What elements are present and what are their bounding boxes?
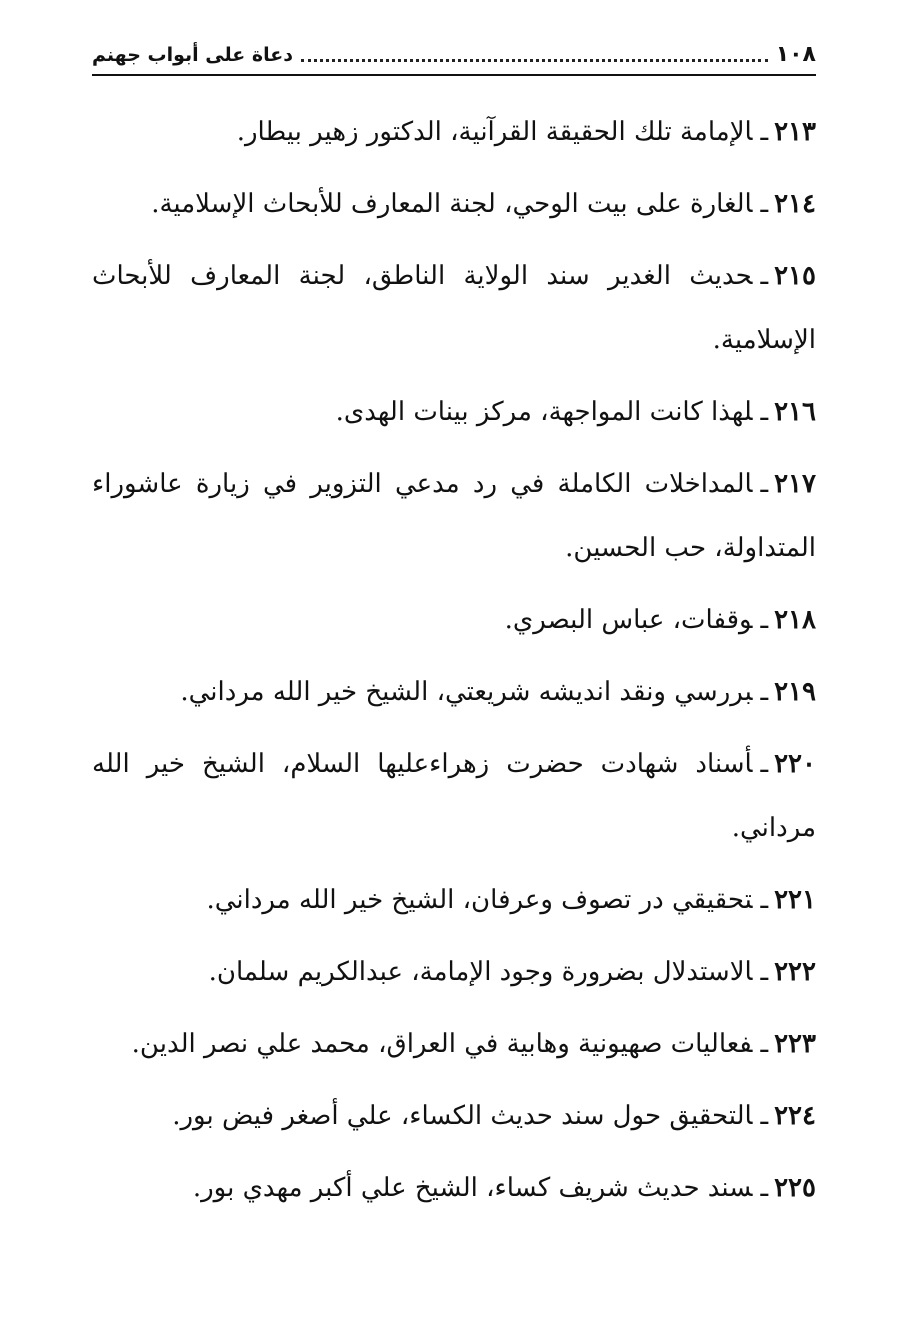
list-item (92, 100, 816, 164)
list-item (92, 452, 816, 580)
page-number: ١٠٨ (775, 42, 816, 67)
entry-separator: ـ (760, 605, 769, 635)
list-item (92, 732, 816, 860)
entry-text: حديث الغدير سند الولاية الناطق، لجنة المعارف للأبحاث الإسلامية. (92, 261, 816, 355)
entry-text: أسناد شهادت حضرت زهراءعليها السلام، الشيخ خير الله مرداني. (92, 749, 816, 843)
entry-separator: ـ (760, 1173, 769, 1203)
entry-number: ٢٢٢ (774, 957, 816, 987)
entry-separator: ـ (760, 117, 769, 147)
entry-number: ٢٢٠ (774, 749, 816, 779)
list-item (92, 588, 816, 652)
list-item (92, 660, 816, 724)
entry-number: ٢١٥ (774, 261, 816, 291)
entry-text: تحقيقي در تصوف وعرفان، الشيخ خير الله مرداني. (206, 885, 753, 915)
entry-separator: ـ (760, 957, 769, 987)
entry-number: ٢١٣ (774, 117, 816, 147)
header-dot-leader (301, 59, 768, 62)
entry-text: لهذا كانت المواجهة، مركز بينات الهدى. (335, 397, 753, 427)
entry-text: التحقيق حول سند حديث الكساء، علي أصغر فيض بور. (172, 1101, 753, 1131)
list-item (92, 868, 816, 932)
page-header (92, 30, 816, 70)
entry-number: ٢١٦ (774, 397, 816, 427)
list-item (92, 1084, 816, 1148)
entry-number: ٢٢١ (774, 885, 816, 915)
entry-text: الإمامة تلك الحقيقة القرآنية، الدكتور زهير بيطار. (236, 117, 753, 147)
entry-number: ٢٢٤ (774, 1101, 816, 1131)
entry-text: فعاليات صهيونية وهابية في العراق، محمد علي نصر الدين. (131, 1029, 753, 1059)
entry-number: ٢١٩ (774, 677, 816, 707)
entry-separator: ـ (760, 677, 769, 707)
list-item (92, 940, 816, 1004)
entry-separator: ـ (760, 1029, 769, 1059)
entry-separator: ـ (760, 1101, 769, 1131)
entry-separator: ـ (760, 885, 769, 915)
running-title: دعاة على أبواب جهنم (92, 44, 293, 66)
list-item (92, 1012, 816, 1076)
entry-text: الغارة على بيت الوحي، لجنة المعارف للأبحاث الإسلامية. (151, 189, 753, 219)
entry-number: ٢١٨ (774, 605, 816, 635)
entry-number: ٢١٧ (774, 469, 816, 499)
list-item (92, 1156, 816, 1220)
entry-text: الاستدلال بضرورة وجود الإمامة، عبدالكريم سلمان. (208, 957, 753, 987)
header-rule (92, 74, 816, 76)
entry-number: ٢٢٣ (774, 1029, 816, 1059)
entry-number: ٢٢٥ (774, 1173, 816, 1203)
entry-separator: ـ (760, 261, 769, 291)
bibliography-list (92, 100, 816, 1228)
list-item (92, 380, 816, 444)
entry-text: المداخلات الكاملة في رد مدعي التزوير في زيارة عاشوراء المتداولة، حب الحسين. (92, 469, 816, 563)
entry-text: سند حديث شريف كساء، الشيخ علي أكبر مهدي بور. (192, 1173, 753, 1203)
entry-text: بررسي ونقد انديشه شريعتي، الشيخ خير الله مرداني. (180, 677, 753, 707)
entry-separator: ـ (760, 749, 769, 779)
list-item (92, 244, 816, 372)
entry-number: ٢١٤ (774, 189, 816, 219)
entry-separator: ـ (760, 189, 769, 219)
entry-text: وقفات، عباس البصري. (504, 605, 753, 635)
entry-separator: ـ (760, 397, 769, 427)
list-item (92, 172, 816, 236)
entry-separator: ـ (760, 469, 769, 499)
